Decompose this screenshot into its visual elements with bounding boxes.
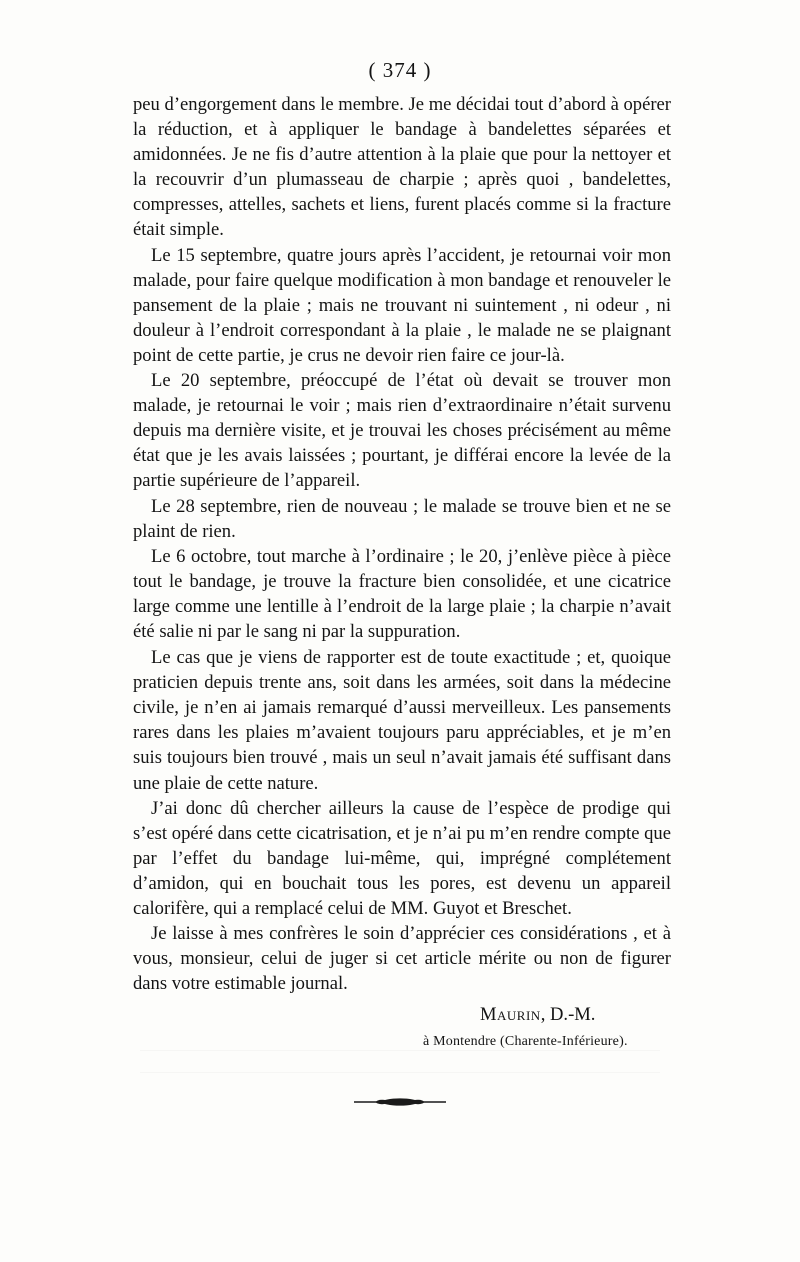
signature: [480, 1004, 595, 1026]
bleed-through-line: [140, 1050, 660, 1051]
paragraph-5: Le 6 octobre, tout marche à l’ordinaire ; le 20, j’enlève pièce à pièce tout le bandage, je trouve la fracture bien consolidée, et une cicatrice large comme une lentille à l’endroit de la large plaie ; la charpie n’avait été salie ni par le sang ni par la suppuration.: [133, 545, 671, 642]
paragraph-3: Le 20 septembre, préoccupé de l’état où devait se trouver mon malade, je retournai le voir ; mais rien d’extraordinaire n’était survenu depuis ma dernière visite, et je trouvai les choses précisément au même état que je les avais laissées ; pourtant, je différai encore la levée de la partie supérieure de l’appareil.: [133, 370, 671, 492]
body-text: [133, 92, 671, 996]
bleed-through-line: [140, 1072, 660, 1073]
paragraph-1: peu d’engorgement dans le membre. Je me décidai tout d’abord à opérer la réduction, et à appliquer le bandage à bandelettes séparées et amidonnées. Je ne fis d’autre attention à la plaie que pour la nettoyer et la recouvrir d’un plumasseau de charpie ; après quoi , bandelettes, compresses, attelles, sachets et liens, furent placés comme si la fracture était simple.: [133, 94, 671, 241]
paragraph-6: Le cas que je viens de rapporter est de toute exactitude ; et, quoique praticien depuis trente ans, soit dans les armées, soit dans la médecine civile, je n’en ai jamais remarqué d’aussi merveilleux. Les pansements rares dans les plaies m’avaient toujours paru appréciables, et je m’en suis toujours bien trouvé , mais un seul n’avait jamais été suffisant dans une plaie de cette nature.: [133, 647, 671, 794]
signature-place: à Montendre (Charente-Inférieure).: [423, 1034, 628, 1049]
end-ornament-icon: [352, 1097, 448, 1107]
paragraph-2: Le 15 septembre, quatre jours après l’accident, je retournai voir mon malade, pour faire quelque modification à mon bandage et renouveler le pansement de la plaie ; mais ne trouvant ni suintement , ni odeur , ni douleur à l’endroit correspondant à la plaie , le malade ne se plaignant point de cette partie, je crus ne devoir rien faire ce jour-là.: [133, 244, 671, 366]
signature-title: , D.-M.: [540, 1004, 596, 1025]
paragraph-8: Je laisse à mes confrères le soin d’apprécier ces considérations , et à vous, monsieur, celui de juger si cet article mérite ou non de figurer dans votre estimable journal.: [133, 923, 671, 995]
paragraph-4: Le 28 septembre, rien de nouveau ; le malade se trouve bien et ne se plaint de rien.: [133, 495, 671, 542]
paragraph-7: J’ai donc dû chercher ailleurs la cause de l’espèce de prodige qui s’est opéré dans cette cicatrisation, et je n’ai pu m’en rendre compte que par l’effet du bandage lui-même, qui, imprégné complétement d’amidon, qui en bouchait tous les pores, est devenu un appareil calorifère, qui a remplacé celui de MM. Guyot et Breschet.: [133, 797, 671, 919]
page-number: ( 374 ): [368, 58, 432, 82]
signature-name: Maurin: [480, 1004, 541, 1025]
